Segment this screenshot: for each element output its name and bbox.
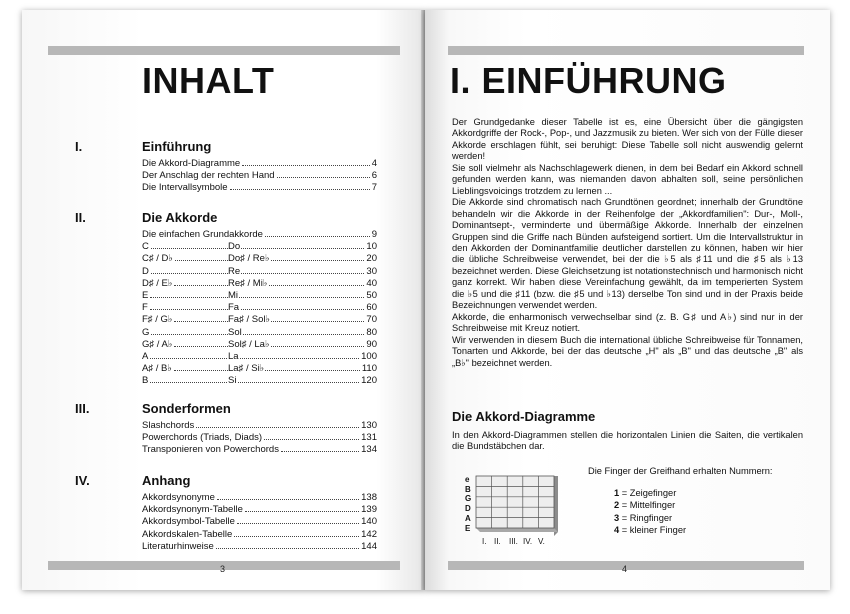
toc-entry[interactable]	[142, 351, 377, 363]
toc-entry-label: Akkordsymbol-Tabelle	[142, 516, 235, 528]
toc-entry[interactable]	[142, 492, 377, 504]
toc-entry-page: 9	[371, 229, 377, 240]
finger-item	[614, 512, 686, 524]
toc-entry-list	[142, 420, 377, 457]
toc-leader-dots	[281, 451, 359, 452]
toc-entry-list	[142, 158, 377, 195]
toc-entry-label: Die Akkord-Diagramme	[142, 158, 241, 169]
fret-label: II.	[494, 537, 501, 546]
toc-leader-dots	[216, 548, 359, 549]
string-label: G	[465, 494, 472, 504]
toc-entry[interactable]	[142, 504, 377, 516]
chord-diagram	[474, 472, 560, 536]
toc-entry-label: Slashchords	[142, 420, 195, 431]
string-label: e	[465, 475, 470, 484]
toc-entry-alt-name: Fa	[228, 302, 240, 314]
toc-entry-page: 130	[361, 420, 377, 431]
toc-entry-label: G♯ / A♭	[142, 338, 173, 350]
toc-section-title: Einführung	[142, 139, 212, 154]
finger-name: = Mittelfinger	[621, 500, 676, 511]
toc-leader-dots	[242, 165, 370, 166]
toc-leader-dots	[196, 427, 359, 428]
toc-entry-label: D♯ / E♭	[142, 277, 173, 289]
toc-leader-dots	[174, 370, 360, 371]
toc-entry-label: Akkordsynonym-Tabelle	[142, 504, 243, 516]
toc-entry-page: 100	[361, 350, 377, 362]
toc-entry[interactable]	[142, 182, 377, 194]
toc-entry-alt-name: La	[228, 350, 239, 362]
toc-entry-alt-name: Re	[228, 265, 241, 277]
toc-entry-page: 139	[361, 504, 377, 516]
toc-leader-dots	[237, 523, 359, 524]
toc-leader-dots	[234, 536, 359, 537]
toc-entry-label: Powerchords (Triads, Diads)	[142, 432, 263, 444]
toc-entry-alt-name: La♯ / Si♭	[228, 363, 265, 375]
toc-section-title: Die Akkorde	[142, 210, 218, 225]
finger-number: 3	[614, 512, 620, 523]
toc-entry[interactable]	[142, 375, 377, 387]
string-label: E	[465, 523, 471, 533]
finger-number: 1	[614, 488, 620, 498]
toc-leader-dots	[264, 439, 359, 440]
toc-entry-alt-name: Mi	[228, 289, 239, 301]
toc-leader-dots	[265, 236, 370, 237]
toc-entry[interactable]	[142, 266, 377, 278]
paragraph: Akkorde, die enharmonisch verwechselbar sind (z. B. G♯ und A♭) sind nur in der Schreibweise mit Kreuz notiert.	[452, 311, 803, 334]
toc-entry-label: Akkordsynonyme	[142, 492, 215, 503]
fingers-intro: Die Finger der Greifhand erhalten Nummern:	[588, 466, 773, 476]
toc-entry-page: 70	[366, 314, 377, 326]
toc-entry-page: 142	[361, 528, 377, 540]
chapter-title: I. EINFÜHRUNG	[450, 60, 727, 101]
toc-section-number: III.	[75, 401, 90, 416]
toc-entry-label: A	[142, 350, 149, 362]
toc-entry-alt-name: Fa♯ / Sol♭	[228, 314, 270, 326]
finger-list	[614, 487, 686, 536]
toc-entry-page: 140	[361, 516, 377, 528]
toc-entry-label: Transponieren von Powerchords	[142, 444, 279, 456]
toc-entry[interactable]	[142, 327, 377, 339]
finger-name: = kleiner Finger	[621, 524, 687, 535]
finger-number: 2	[614, 500, 620, 511]
toc-entry-alt-name: Si	[228, 375, 237, 387]
intro-text	[452, 117, 803, 369]
toc-leader-dots	[150, 309, 365, 310]
toc-leader-dots	[151, 334, 364, 335]
fret-label: V.	[538, 537, 545, 546]
toc-entry[interactable]	[142, 444, 377, 456]
right-top-bar	[448, 46, 804, 55]
string-labels	[465, 475, 471, 533]
right-page-number: 4	[622, 564, 628, 574]
toc-entry-label: C	[142, 241, 149, 253]
toc-entry-alt-name: Do	[228, 241, 241, 253]
toc-entry-page: 4	[371, 158, 377, 169]
toc-leader-dots	[230, 189, 370, 190]
toc-entry[interactable]	[142, 278, 377, 290]
toc-entry-page: 60	[366, 302, 377, 314]
toc-entry[interactable]	[142, 541, 377, 553]
toc-entry-label: Akkordskalen-Tabelle	[142, 528, 233, 540]
toc-leader-dots	[151, 273, 365, 274]
toc-entry-page: 6	[371, 170, 377, 182]
finger-name: = Ringfinger	[621, 512, 673, 523]
toc-entry-alt-name: Sol	[228, 326, 242, 338]
finger-number: 4	[614, 524, 620, 535]
toc-entry[interactable]	[142, 363, 377, 375]
toc-entry-page: 10	[366, 241, 377, 253]
toc-entry-page: 134	[361, 444, 377, 456]
toc-entry-label: E	[142, 289, 149, 301]
toc-entry-page: 20	[366, 253, 377, 265]
toc-leader-dots	[150, 382, 359, 383]
toc-entry-page: 131	[361, 432, 377, 444]
toc-entry[interactable]	[142, 516, 377, 528]
subsection-title: Die Akkord-Diagramme	[452, 409, 596, 424]
toc-leader-dots	[151, 248, 365, 249]
toc-entry[interactable]	[142, 339, 377, 351]
toc-entry-list	[142, 229, 377, 387]
toc-entry[interactable]	[142, 302, 377, 314]
fret-label: I.	[482, 537, 487, 546]
toc-entry-label: Die einfachen Grundakkorde	[142, 229, 263, 240]
finger-item	[614, 499, 686, 511]
toc-section-title: Sonderformen	[142, 401, 231, 416]
toc-leader-dots	[150, 358, 359, 359]
toc-entry-label: F♯ / G♭	[142, 314, 173, 326]
toc-entry-page: 138	[361, 492, 377, 503]
toc-leader-dots	[150, 297, 364, 298]
toc-entry[interactable]	[142, 529, 377, 541]
toc-entry[interactable]	[142, 158, 377, 170]
paragraph: Sie soll vielmehr als Nachschlagewerk dienen, in dem bei Bedarf ein Akkord schnell gefunden werden kann, was niemanden davon abhalten soll, seine persönlichen Lieblingsvoicings trotzdem zu lernen ...	[452, 162, 803, 196]
toc-entry-page: 40	[366, 277, 377, 289]
toc-entry-label: Die Intervallsymbole	[142, 182, 228, 194]
toc-entry-page: 7	[371, 182, 377, 194]
toc-entry-label: C♯ / D♭	[142, 253, 173, 265]
fret-label: III.	[509, 537, 518, 546]
toc-entry-list	[142, 492, 377, 553]
finger-name: = Zeigefinger	[621, 488, 677, 498]
toc-entry[interactable]	[142, 420, 377, 432]
paragraph: Wir verwenden in diesem Buch die international übliche Schreibweise für Tonnamen, Tonarten und Akkorde, bei der das deutsche „H" als „B" und das deutsche „B" als „B♭" bezeichnet werden.	[452, 334, 803, 368]
left-top-bar	[48, 46, 400, 55]
toc-entry-page: 30	[366, 265, 377, 277]
finger-item	[614, 524, 686, 536]
toc-entry-alt-name: Re♯ / Mi♭	[228, 277, 268, 289]
toc-entry-label: F	[142, 302, 148, 314]
toc-entry-label: B	[142, 375, 149, 387]
toc-entry[interactable]	[142, 253, 377, 265]
toc-entry-page: 80	[366, 326, 377, 338]
string-label: B	[465, 484, 471, 494]
paragraph: Die Akkorde sind chromatisch nach Grundtönen geordnet; innerhalb der Grundtöne behandeln wir die Akkorde in der Reihenfolge der „Akkordfamilien": Dur-, Moll-, Dominantsept-, verminderte und übermäßige Akkorde. Innerhalb der einzelnen Gruppen sind die Griffe nach Bünden aufsteigend sortiert. Um die Intervallstruktur in den Akkorden der Dominantfamilie deutlicher darstellen zu können, haben wir hier die übliche Schreibweise verwendet, bei der die ♭5 als ♯11 und die ♯5 als ♭13 bezeichnet werden. Diese Gleichsetzung ist notationstechnisch und harmonisch nicht ganz korrekt. Wir haben diese Vereinfachung gewählt, da im temperierten System die ♭5 und die ♯11 (bzw. die ♯5 und ♭13) derselbe Ton sind und in der Praxis beide Bezeichnungen verwendet werden.	[452, 197, 803, 311]
toc-entry-page: 110	[361, 363, 377, 375]
toc-section-number: IV.	[75, 473, 90, 488]
paragraph: Der Grundgedanke dieser Tabelle ist es, eine Übersicht über die gängigsten Akkordgriffe der Rock-, Pop-, und Jazzmusik zu bieten. Wer sich von der Fülle dieser Akkorde erschlagen fühlt, sei beruhigt: Diese Tabelle soll nicht auswendig gelernt werden!	[452, 117, 803, 162]
toc-entry-page: 144	[361, 540, 377, 552]
toc-entry-label: Der Anschlag der rechten Hand	[142, 170, 275, 182]
toc-entry-label: D	[142, 265, 149, 277]
toc-entry[interactable]	[142, 314, 377, 326]
toc-entry-alt-name: Do♯ / Re♭	[228, 253, 270, 265]
fret-label: IV.	[523, 537, 533, 546]
toc-leader-dots	[174, 285, 364, 286]
toc-entry-page: 50	[366, 289, 377, 301]
toc-entry-label: G	[142, 326, 150, 338]
finger-item	[614, 487, 686, 499]
toc-entry-page: 90	[366, 338, 377, 350]
toc-leader-dots	[277, 177, 370, 178]
toc-leader-dots	[217, 499, 359, 500]
toc-entry-label: A♯ / B♭	[142, 363, 172, 375]
string-label: A	[465, 513, 471, 523]
toc-entry-alt-name: Sol♯ / La♭	[228, 338, 270, 350]
string-label: D	[465, 504, 471, 514]
toc-entry[interactable]	[142, 290, 377, 302]
left-page-number: 3	[220, 564, 226, 574]
toc-section-number: II.	[75, 210, 86, 225]
toc-leader-dots	[245, 511, 359, 512]
toc-entry[interactable]	[142, 432, 377, 444]
toc-section-title: Anhang	[142, 473, 191, 488]
toc-section-number: I.	[75, 139, 83, 154]
diagram-intro: In den Akkord-Diagrammen stellen die horizontalen Linien die Saiten, die vertikalen die Bundstäbchen dar.	[452, 430, 803, 452]
toc-title: INHALT	[142, 60, 275, 101]
fretboard	[476, 476, 554, 528]
toc-entry-page: 120	[361, 375, 377, 387]
toc-entry[interactable]	[142, 241, 377, 253]
toc-entry-label: Literaturhinweise	[142, 540, 214, 552]
toc-entry[interactable]	[142, 170, 377, 182]
toc-entry[interactable]	[142, 229, 377, 241]
